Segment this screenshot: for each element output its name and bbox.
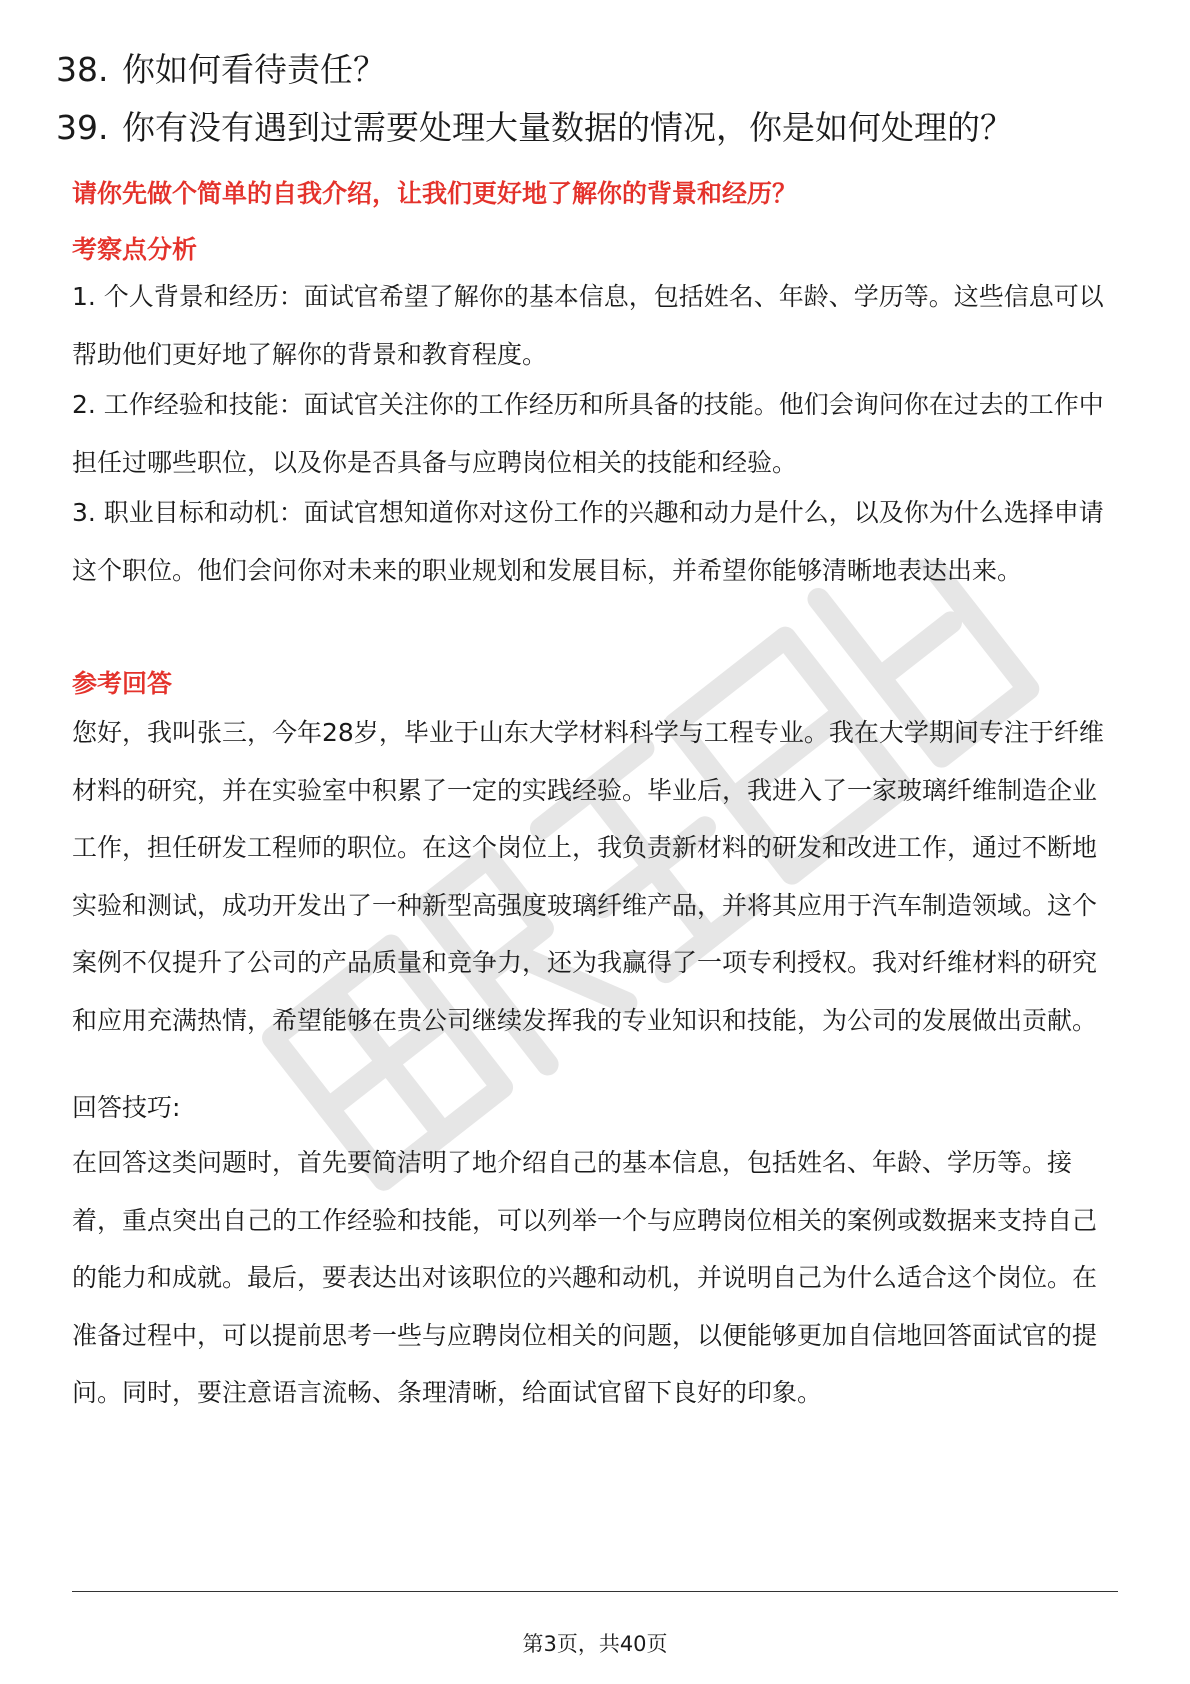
question-text: 你有没有遇到过需要处理大量数据的情况，你是如何处理的？: [122, 108, 1013, 147]
tips-paragraph: 在回答这类问题时，首先要简洁明了地介绍自己的基本信息，包括姓名、年龄、学历等。接着，重点突出自己的工作经验和技能，可以列举一个与应聘岗位相关的案例或数据来支持自己的能力和成就。最后，要表达出对该职位的兴趣和动机，并说明自己为什么适合这个岗位。在准备过程中，可以提前思考一些与应聘岗位相关的问题，以便能够更加自信地回答面试官的提问。同时，要注意语言流畅、条理清晰，给面试官留下良好的印象。: [72, 1148, 1098, 1407]
analysis-heading: 考察点分析: [72, 235, 198, 264]
answer-heading: 参考回答: [72, 669, 173, 698]
question-number: 38.: [56, 50, 109, 89]
analysis-point-3: 3. 职业目标和动机：面试官想知道你对这份工作的兴趣和动力是什么，以及你为什么选择申请这个职位。他们会问你对未来的职业规划和发展目标，并希望你能够清晰地表达出来。: [72, 498, 1104, 585]
question-39: [56, 108, 1013, 148]
analysis-point-1: 1. 个人背景和经历：面试官希望了解你的基本信息，包括姓名、年龄、学历等。这些信息可以帮助他们更好地了解你的背景和教育程度。: [72, 282, 1104, 369]
question-text: 你如何看待责任？: [122, 50, 386, 89]
page-number: 第3页，共40页: [522, 1632, 668, 1656]
question-number: 39.: [56, 108, 109, 147]
section-question-title: 请你先做个简单的自我介绍，让我们更好地了解你的背景和经历？: [72, 179, 798, 208]
footer-divider: [72, 1591, 1118, 1592]
tips-heading: 回答技巧:: [72, 1093, 181, 1122]
question-38: [56, 50, 386, 90]
answer-paragraph: 您好，我叫张三，今年28岁，毕业于山东大学材料科学与工程专业。我在大学期间专注于纤维材料的研究，并在实验室中积累了一定的实践经验。毕业后，我进入了一家玻璃纤维制造企业工作，担任研发工程师的职位。在这个岗位上，我负责新材料的研发和改进工作，通过不断地实验和测试，成功开发出了一种新型高强度玻璃纤维产品，并将其应用于汽车制造领域。这个案例不仅提升了公司的产品质量和竞争力，还为我赢得了一项专利授权。我对纤维材料的研究和应用充满热情，希望能够在贵公司继续发挥我的专业知识和技能，为公司的发展做出贡献。: [72, 718, 1104, 1035]
analysis-point-2: 2. 工作经验和技能：面试官关注你的工作经历和所具备的技能。他们会询问你在过去的工作中担任过哪些职位，以及你是否具备与应聘岗位相关的技能和经验。: [72, 390, 1104, 477]
